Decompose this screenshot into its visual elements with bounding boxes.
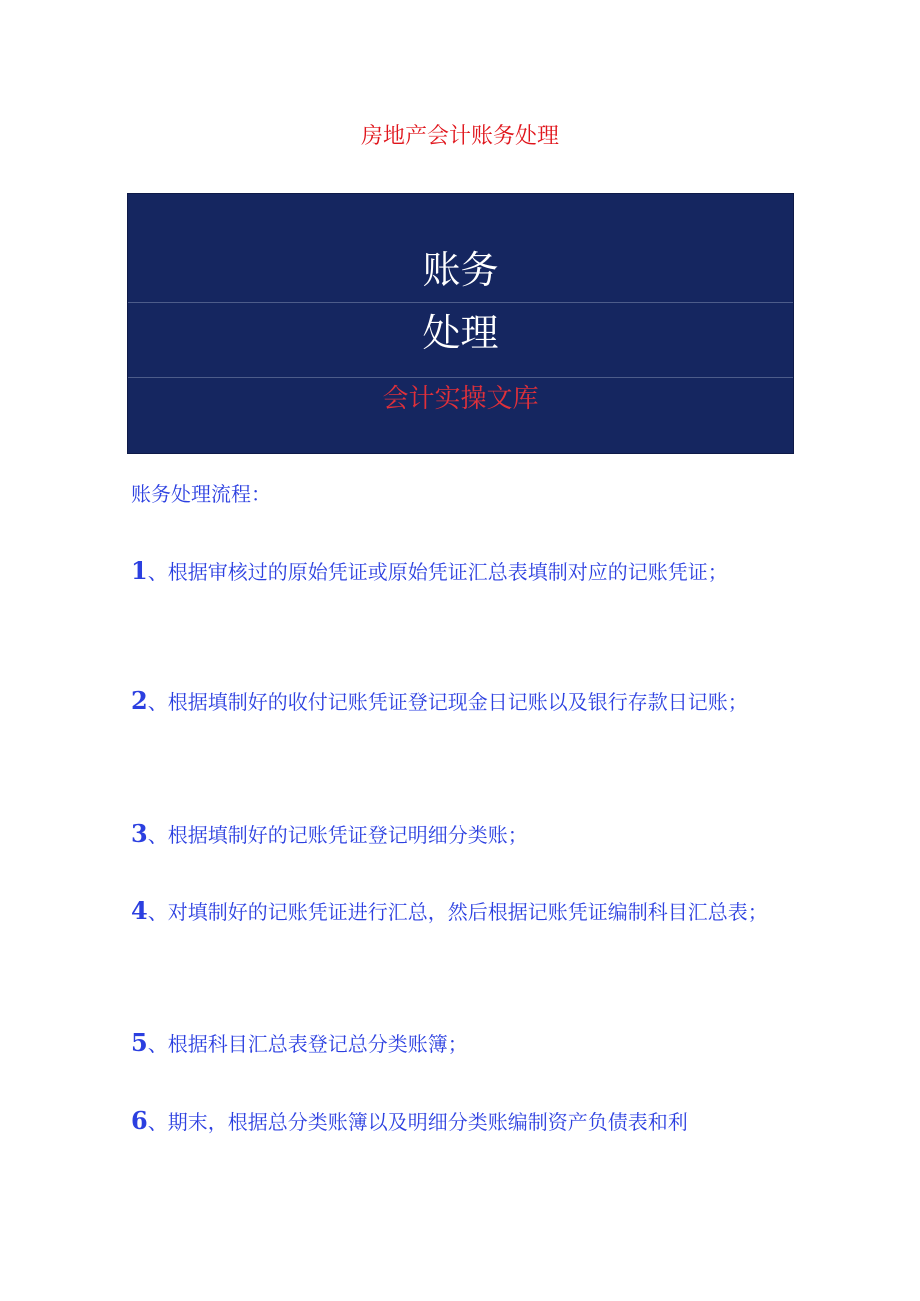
banner-divider-2 <box>128 377 793 378</box>
step-text: 、根据审核过的原始凭证或原始凭证汇总表填制对应的记账凭证； <box>147 560 728 584</box>
step-2 <box>131 673 781 730</box>
flow-heading: 账务处理流程： <box>131 482 271 506</box>
step-4 <box>131 883 781 940</box>
step-5 <box>131 1015 781 1072</box>
banner-word-1: 账务 <box>422 248 499 292</box>
step-text: 、根据科目汇总表登记总分类账簿； <box>147 1032 468 1056</box>
step-number: 4 <box>131 896 148 925</box>
step-1 <box>131 543 781 600</box>
step-text: 、根据填制好的记账凭证登记明细分类账； <box>147 823 528 847</box>
step-text: 、根据填制好的收付记账凭证登记现金日记账以及银行存款日记账； <box>147 690 748 714</box>
document-title: 房地产会计账务处理 <box>360 124 559 149</box>
banner-word-2: 处理 <box>422 311 499 355</box>
step-6 <box>131 1093 781 1150</box>
step-text: 、期末，根据总分类账簿以及明细分类账编制资产负债表和利 <box>147 1110 688 1134</box>
banner-subtitle: 会计实操文库 <box>382 384 539 414</box>
step-number: 1 <box>131 556 148 585</box>
step-number: 6 <box>131 1106 148 1135</box>
step-number: 2 <box>131 686 148 715</box>
step-number: 3 <box>131 819 148 848</box>
step-text: 、对填制好的记账凭证进行汇总，然后根据记账凭证编制科目汇总表； <box>147 900 768 924</box>
banner-divider-1 <box>128 302 793 303</box>
step-number: 5 <box>131 1028 148 1057</box>
step-3 <box>131 806 781 863</box>
banner <box>127 193 794 454</box>
